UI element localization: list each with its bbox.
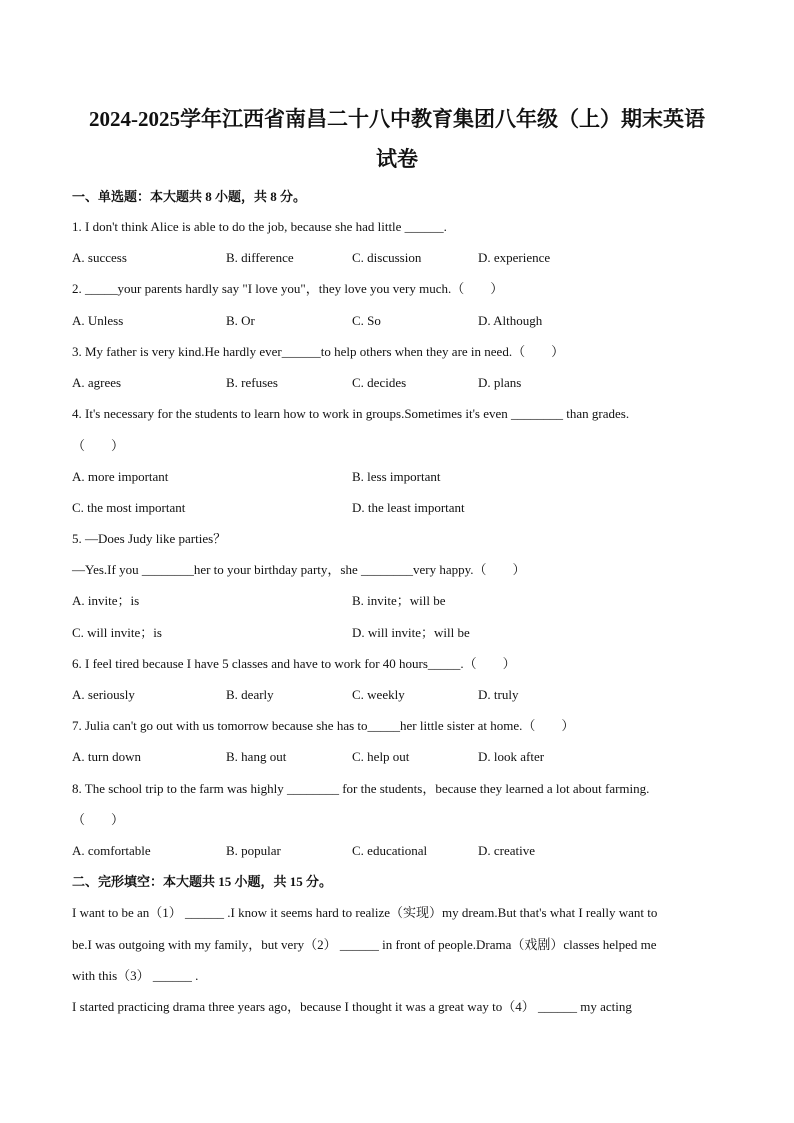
- question-4-answer-bracket: （ ）: [72, 438, 125, 453]
- document-title-line-2: 试卷: [376, 147, 418, 171]
- question-2-option-d: D. Although: [478, 313, 543, 328]
- question-3-option-d: D. plans: [478, 375, 522, 390]
- question-5-option-c: C. will invite；is: [72, 625, 162, 640]
- question-2-stem: 2. _____your parents hardly say "I love you"，they love you very much.（ ）: [72, 281, 504, 296]
- question-6-option-c: C. weekly: [352, 687, 405, 702]
- question-3-option-c: C. decides: [352, 375, 407, 390]
- section-heading-cloze: 二、完形填空：本大题共 15 小题，共 15 分。: [72, 874, 333, 889]
- question-4-option-b: B. less important: [352, 469, 441, 484]
- passage-line-4: I started practicing drama three years ago，because I thought it was a great way to（4） ______ my acting: [72, 999, 632, 1014]
- question-6-option-b: B. dearly: [226, 687, 274, 702]
- question-5-option-d: D. will invite；will be: [352, 625, 470, 640]
- question-6-stem: 6. I feel tired because I have 5 classes and have to work for 40 hours_____.（ ）: [72, 656, 516, 671]
- document-title-line-1: 2024-2025学年江西省南昌二十八中教育集团八年级（上）期末英语: [89, 107, 705, 131]
- question-8-option-b: B. popular: [226, 843, 281, 858]
- question-1-option-b: B. difference: [226, 250, 294, 265]
- question-7-option-b: B. hang out: [226, 749, 287, 764]
- question-7-option-c: C. help out: [352, 749, 410, 764]
- question-7-option-d: D. look after: [478, 749, 545, 764]
- passage-line-1: I want to be an（1） ______ .I know it seems hard to realize（实现）my dream.But that's what I really want to: [72, 905, 658, 920]
- question-8-option-d: D. creative: [478, 843, 536, 858]
- question-4-option-a: A. more important: [72, 469, 169, 484]
- question-1-stem: 1. I don't think Alice is able to do the job, because she had little ______.: [72, 219, 447, 234]
- question-3-option-b: B. refuses: [226, 375, 278, 390]
- question-1-option-a: A. success: [72, 250, 127, 265]
- passage-line-3: with this（3） ______ .: [72, 968, 199, 983]
- question-5-option-a: A. invite；is: [72, 593, 140, 608]
- question-8-option-a: A. comfortable: [72, 843, 151, 858]
- question-7-option-a: A. turn down: [72, 749, 141, 764]
- question-7-stem: 7. Julia can't go out with us tomorrow because she has to_____her little sister at home.（ ）: [72, 718, 575, 733]
- question-6-option-a: A. seriously: [72, 687, 135, 702]
- question-4-stem: 4. It's necessary for the students to learn how to work in groups.Sometimes it's even ________ than grades.: [72, 406, 630, 421]
- question-1-option-d: D. experience: [478, 250, 551, 265]
- question-8-option-c: C. educational: [352, 843, 428, 858]
- question-3-stem: 3. My father is very kind.He hardly ever______to help others when they are in need.（ ）: [72, 344, 565, 359]
- question-3-option-a: A. agrees: [72, 375, 122, 390]
- question-2-option-a: A. Unless: [72, 313, 124, 328]
- passage-line-2: be.I was outgoing with my family，but very（2） ______ in front of people.Drama（戏剧）classes helped me: [72, 937, 657, 952]
- question-2-option-b: B. Or: [226, 313, 255, 328]
- question-8-answer-bracket: （ ）: [72, 812, 125, 827]
- question-6-option-d: D. truly: [478, 687, 519, 702]
- question-2-option-c: C. So: [352, 313, 381, 328]
- section-heading-single-choice: 一、单选题：本大题共 8 小题，共 8 分。: [72, 189, 307, 204]
- question-5-stem-continued: —Yes.If you ________her to your birthday party，she ________very happy.（ ）: [72, 562, 526, 577]
- question-8-stem: 8. The school trip to the farm was highly ________ for the students，because they learned a lot about farming.: [72, 781, 650, 796]
- question-1-option-c: C. discussion: [352, 250, 422, 265]
- question-5-stem: 5. —Does Judy like parties？: [72, 531, 227, 546]
- question-4-option-d: D. the least important: [352, 500, 465, 515]
- question-5-option-b: B. invite；will be: [352, 593, 446, 608]
- question-4-option-c: C. the most important: [72, 500, 186, 515]
